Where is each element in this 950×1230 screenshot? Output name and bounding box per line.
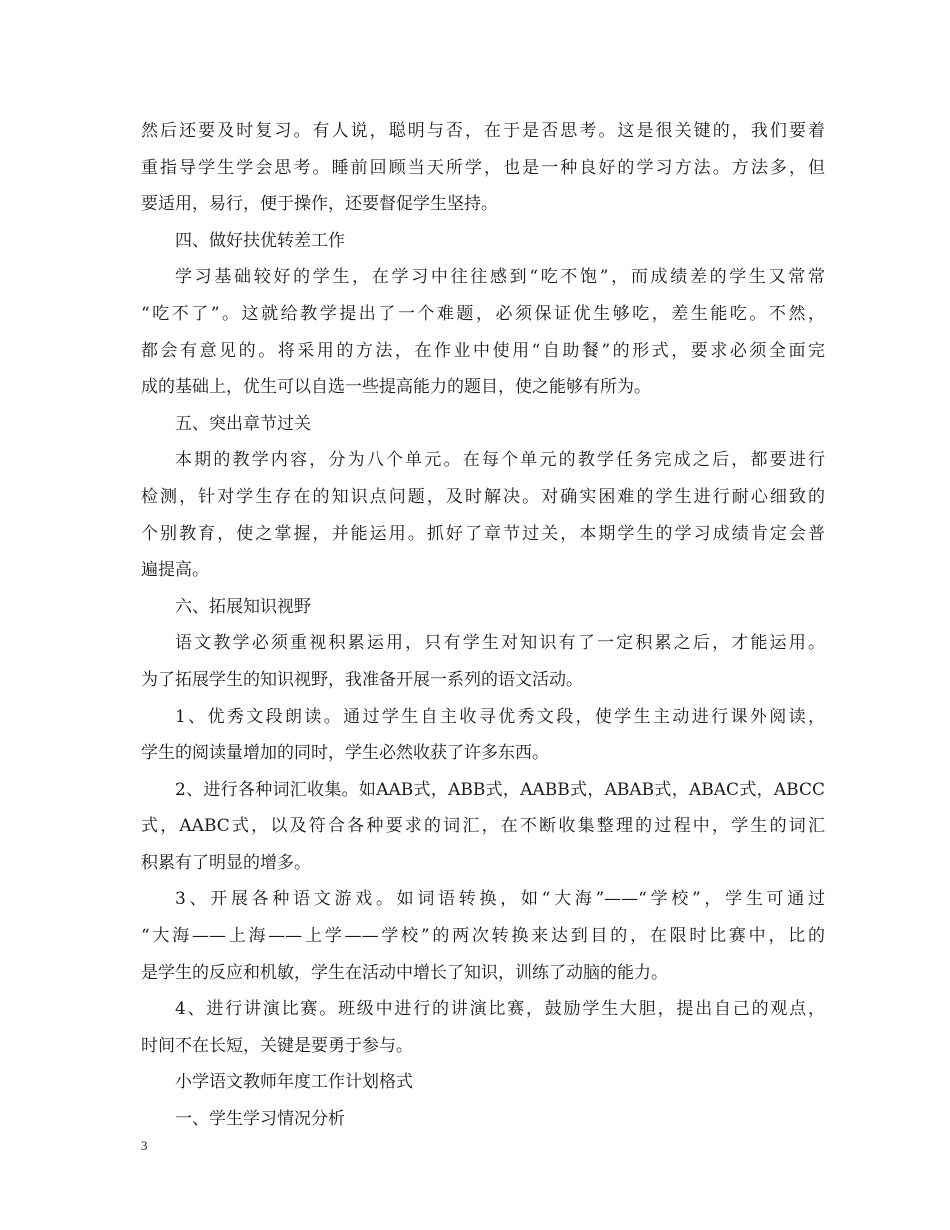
text-line: 个别教育，使之掌握，并能运用。抓好了章节过关，本期学生的学习成绩肯定会普 — [141, 523, 825, 544]
text-line: 式，AABC式，以及符合各种要求的词汇，在不断收集整理的过程中，学生的词汇 — [141, 816, 825, 837]
text-line: 4、进行讲演比赛。班级中进行的讲演比赛，鼓励学生大胆，提出自己的观点， — [175, 999, 825, 1020]
text-line: 遍提高。 — [141, 560, 209, 581]
text-line: 本期的教学内容，分为八个单元。在每个单元的教学任务完成之后，都要进行 — [175, 450, 825, 471]
text-line: 2、进行各种词汇收集。如AAB式，ABB式，AABB式，ABAB式，ABAC式，ABCC — [175, 779, 825, 800]
text-line: 时间不在长短，关键是要勇于参与。 — [141, 1035, 413, 1056]
text-line: 学生的阅读量增加的同时，学生必然收获了许多东西。 — [141, 743, 549, 764]
text-line: “大海——上海——上学——学校”的两次转换来达到目的，在限时比赛中，比的 — [141, 926, 825, 947]
text-line: 五、突出章节过关 — [175, 413, 311, 434]
text-line: 小学语文教师年度工作计划格式 — [175, 1072, 413, 1093]
text-line: 都会有意见的。将采用的方法，在作业中使用“自助餐”的形式，要求必须全面完 — [141, 340, 825, 361]
text-line: 检测，针对学生存在的知识点问题，及时解决。对确实困难的学生进行耐心细致的 — [141, 486, 825, 507]
text-line: 积累有了明显的增多。 — [141, 852, 311, 873]
text-line: 3、开展各种语文游戏。如词语转换，如“大海”——“学校”，学生可通过 — [175, 889, 825, 910]
text-line: 要适用，易行，便于操作，还要督促学生坚持。 — [141, 194, 498, 215]
text-line: 一、学生学习情况分析 — [175, 1109, 345, 1130]
text-line: 然后还要及时复习。有人说，聪明与否，在于是否思考。这是很关键的，我们要着 — [141, 121, 825, 141]
text-line: 是学生的反应和机敏，学生在活动中增长了知识，训练了动脑的能力。 — [141, 962, 668, 983]
text-line: 为了拓展学生的知识视野，我准备开展一系列的语文活动。 — [141, 669, 583, 690]
text-line: 学习基础较好的学生，在学习中往往感到“吃不饱”，而成绩差的学生又常常 — [175, 267, 825, 288]
text-line: 1、优秀文段朗读。通过学生自主收寻优秀文段，使学生主动进行课外阅读， — [175, 706, 825, 727]
text-line: 语文教学必须重视积累运用，只有学生对知识有了一定积累之后，才能运用。 — [175, 633, 825, 654]
document-body — [141, 113, 825, 1138]
page-number: 3 — [141, 1138, 148, 1153]
text-line: “吃不了”。这就给教学提出了一个难题，必须保证优生够吃，差生能吃。不然， — [141, 303, 825, 324]
text-line: 四、做好扶优转差工作 — [175, 230, 345, 251]
text-line: 六、拓展知识视野 — [175, 596, 311, 617]
text-line: 成的基础上，优生可以自选一些提高能力的题目，使之能够有所为。 — [141, 377, 651, 398]
text-line: 重指导学生学会思考。睡前回顾当天所学，也是一种良好的学习方法。方法多，但 — [141, 157, 825, 178]
